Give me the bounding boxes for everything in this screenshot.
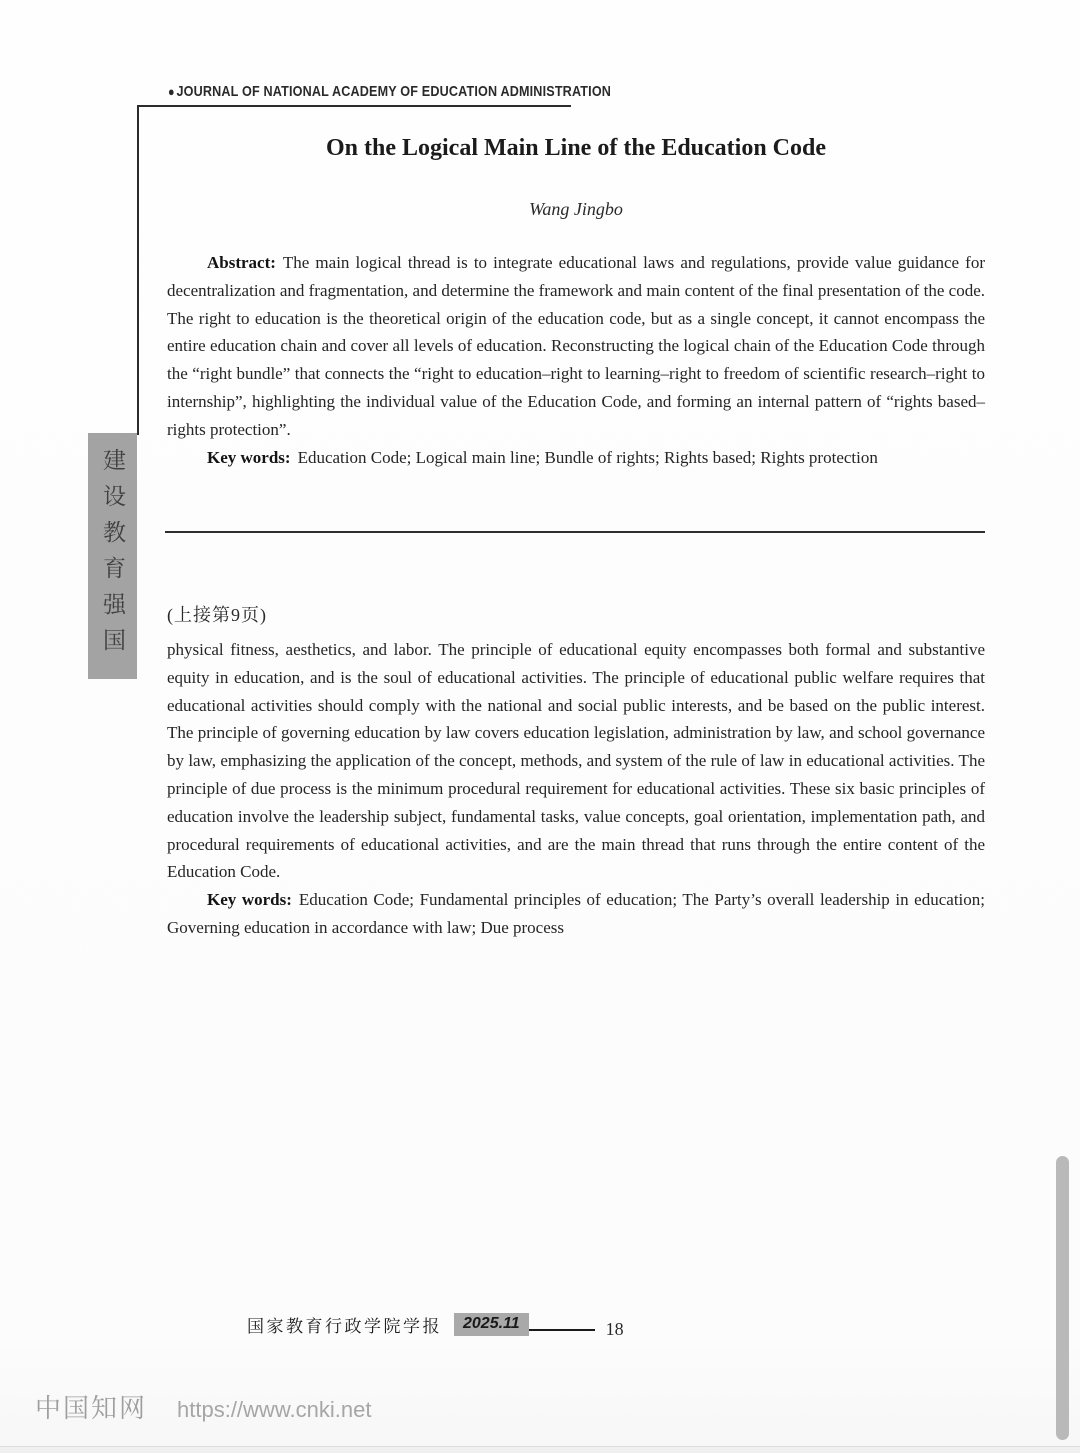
continued-keywords-paragraph	[167, 886, 985, 942]
footer-rule-line	[529, 1329, 595, 1331]
abstract-text: The main logical thread is to integrate educational laws and regulations, provide value guidance for decentralization and fragmentation, and determine the framework and main content of the final presentation of the code. The right to education is the theoretical origin of the education code, but as a single concept, it cannot encompass the entire education chain and cover all levels of education. Reconstructing the logical chain of the Education Code through the “right bundle” that connects the “right to education–right to learning–right to freedom of scientific research–right to internship”, highlighting the individual value of the Education Code, and forming an internal pattern of “rights based–rights protection”.	[167, 253, 985, 439]
keywords-label: Key words:	[207, 447, 291, 467]
abstract-label: Abstract:	[207, 253, 276, 272]
keywords-text: Education Code; Logical main line; Bundle of rights; Rights based; Rights protection	[297, 447, 878, 467]
cnki-brand: 中国知网	[35, 1393, 148, 1423]
continued-section	[167, 636, 985, 942]
journal-name: JOURNAL OF NATIONAL ACADEMY OF EDUCATION ADMINISTRATION	[176, 83, 612, 100]
continued-keywords-text: Education Code; Fundamental principles of education; The Party’s overall leadership in education; Governing education in accordance with law; Due process	[167, 890, 985, 937]
cnki-url: https://www.cnki.net	[177, 1397, 372, 1422]
cnki-watermark	[35, 1388, 371, 1425]
abstract-paragraph	[167, 249, 985, 444]
article-title: On the Logical Main Line of the Education Code	[325, 135, 827, 161]
journal-masthead	[168, 83, 611, 100]
keywords-paragraph	[167, 444, 985, 472]
article-author: Wang Jingbo	[529, 199, 623, 219]
footer-journal-name: 国家教育行政学院学报	[247, 1317, 442, 1336]
footer-issue-badge: 2025.11	[454, 1313, 529, 1336]
footer-page-number: 18	[605, 1319, 624, 1339]
bullet-icon: ●	[168, 84, 175, 99]
page-footer	[247, 1312, 624, 1337]
top-border-line	[137, 105, 571, 107]
abstract-section	[167, 249, 985, 471]
left-border-line	[137, 105, 139, 435]
section-banner-text: 建设教育强国	[100, 448, 125, 664]
section-banner	[88, 433, 137, 679]
vertical-scrollbar-thumb[interactable]	[1056, 1156, 1069, 1440]
continued-from-note: (上接第9页)	[167, 605, 267, 625]
section-divider	[165, 531, 985, 533]
continued-keywords-label: Key words:	[207, 890, 292, 910]
continued-body: physical fitness, aesthetics, and labor. The principle of educational equity encompasses both formal and substantive equity in education, and is the soul of educational activities. The principle of educational public welfare requires that educational activities should comply with the national and social public interests, and be based on the public interest. The principle of governing education by law covers education legislation, administration by law, and school governance by law, emphasizing the application of the concept, methods, and system of the rule of law in educational activities. The principle of due process is the minimum procedural requirement for educational activities. These six basic principles of education involve the leadership subject, fundamental tasks, value concepts, goal orientation, implementation path, and procedural requirements of educational activities, and are the main thread that runs through the entire content of the Education Code.	[167, 640, 985, 882]
